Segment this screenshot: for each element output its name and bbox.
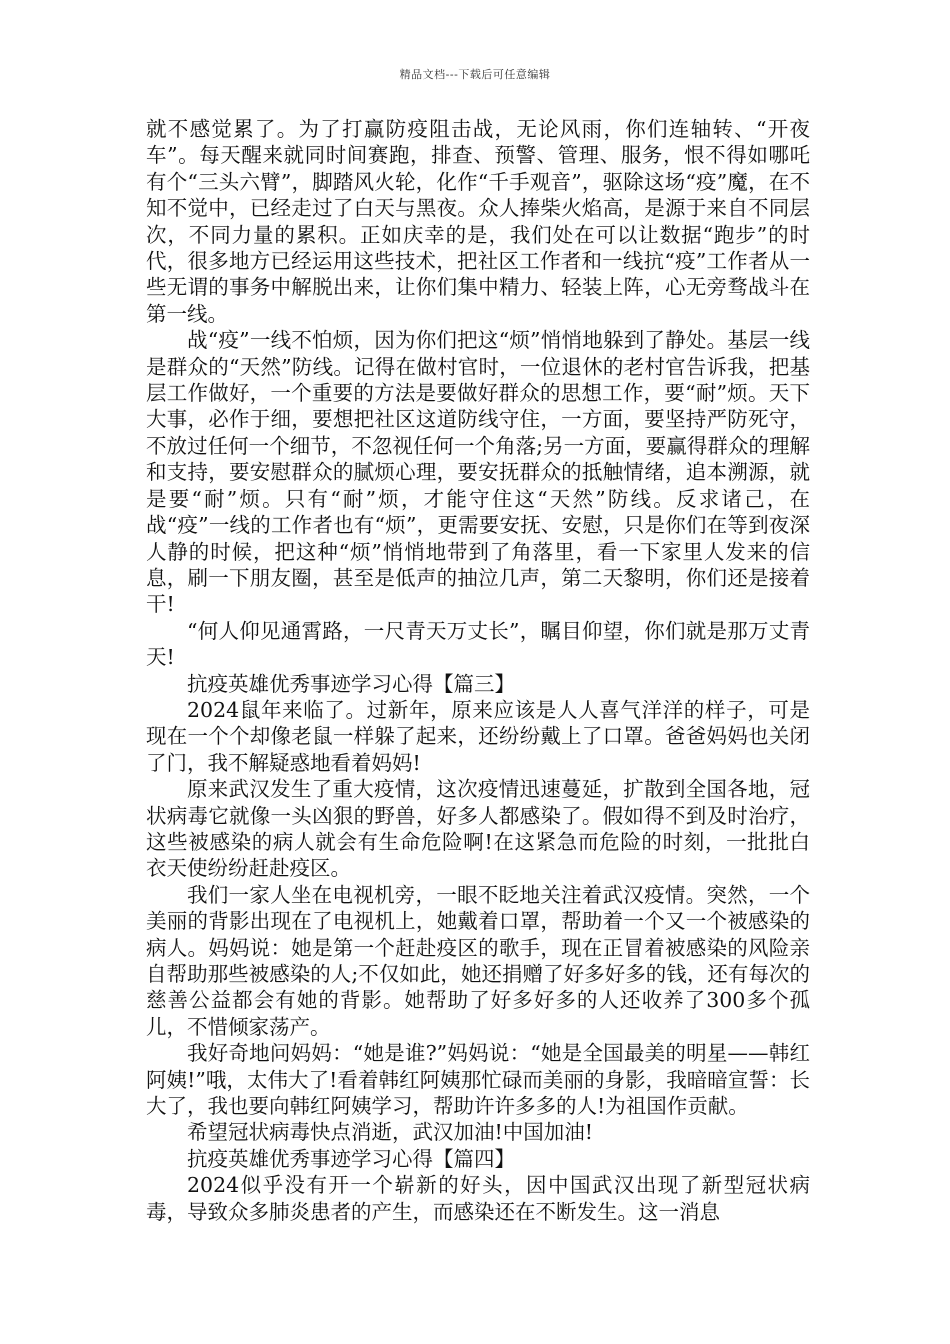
page-header: 精品文档---下载后可任意编辑 [399, 68, 551, 81]
paragraph: 就不感觉累了。为了打赢防疫阻击战，无论风雨，你们连轴转、“开夜车”。每天醒来就同时间赛跑，排查、预警、管理、服务，恨不得如哪吒有个“三头六臂”，脚踏风火轮，化作“千手观音”，驱除这场“疫”魔，在不知不觉中，已经走过了白天与黑夜。众人捧柴火焰高，是源于来自不同层次，不同力量的累积。正如庆幸的是，我们处在可以让数据“跑步”的时代，很多地方已经运用这些技术，把社区工作者和一线抗“疫”工作者从一些无谓的事务中解脱出来，让你们集中精力、轻装上阵，心无旁骛战斗在第一线。 [146, 117, 810, 326]
paragraph: 原来武汉发生了重大疫情，这次疫情迅速蔓延，扩散到全国各地，冠状病毒它就像一头凶狠的野兽，好多人都感染了。假如得不到及时治疗，这些被感染的病人就会有生命危险啊!在这紧急而危险的时刻，一批批白衣天使纷纷赶赴疫区。 [146, 777, 810, 881]
paragraph: 我好奇地问妈妈：“她是谁?”妈妈说：“她是全国最美的明星——韩红阿姨!”哦，太伟大了!看着韩红阿姨那忙碌而美丽的身影，我暗暗宣誓：长大了，我也要向韩红阿姨学习，帮助许许多多的人!为祖国作贡献。 [146, 1041, 810, 1119]
paragraph: “何人仰见通霄路，一尺青天万丈长”，瞩目仰望，你们就是那万丈青天! [146, 618, 810, 670]
section-heading: 抗疫英雄优秀事迹学习心得【篇四】 [187, 1146, 515, 1171]
paragraph: 2024鼠年来临了。过新年，原来应该是人人喜气洋洋的样子，可是现在一个个却像老鼠一样躲了起来，还纷纷戴上了口罩。爸爸妈妈也关闭了门，我不解疑惑地看着妈妈! [146, 697, 810, 775]
section-heading: 抗疫英雄优秀事迹学习心得【篇三】 [187, 671, 515, 696]
paragraph: 希望冠状病毒快点消逝，武汉加油!中国加油! [187, 1120, 593, 1145]
paragraph: 我们一家人坐在电视机旁，一眼不眨地关注着武汉疫情。突然，一个美丽的背影出现在了电视机上，她戴着口罩，帮助着一个又一个被感染的病人。妈妈说：她是第一个赶赴疫区的歌手，现在正冒着被感染的风险亲自帮助那些被感染的人;不仅如此，她还捐赠了好多好多的钱，还有每次的慈善公益都会有她的背影。她帮助了好多好多的人还收养了300多个孤儿，不惜倾家荡产。 [146, 882, 810, 1039]
paragraph: 战“疫”一线不怕烦，因为你们把这“烦”悄悄地躲到了静处。基层一线是群众的“天然”防线。记得在做村官时，一位退休的老村官告诉我，把基层工作做好，一个重要的方法是要做好群众的思想工作，要“耐”烦。天下大事，必作于细，要想把社区这道防线守住，一方面，要坚持严防死守，不放过任何一个细节，不忽视任何一个角落;另一方面，要赢得群众的理解和支持，要安慰群众的腻烦心理，要安抚群众的抵触情绪，追本溯源，就是要“耐”烦。只有“耐”烦，才能守住这“天然”防线。反求诸己，在战“疫”一线的工作者也有“烦”，更需要安抚、安慰，只是你们在等到夜深人静的时候，把这种“烦”悄悄地带到了角落里，看一下家里人发来的信息，刷一下朋友圈，甚至是低声的抽泣几声，第二天黎明，你们还是接着干! [146, 328, 810, 617]
document-body [146, 116, 810, 1225]
paragraph: 2024似乎没有开一个崭新的好头，因中国武汉出现了新型冠状病毒，导致众多肺炎患者的产生，而感染还在不断发生。这一消息 [146, 1173, 810, 1224]
